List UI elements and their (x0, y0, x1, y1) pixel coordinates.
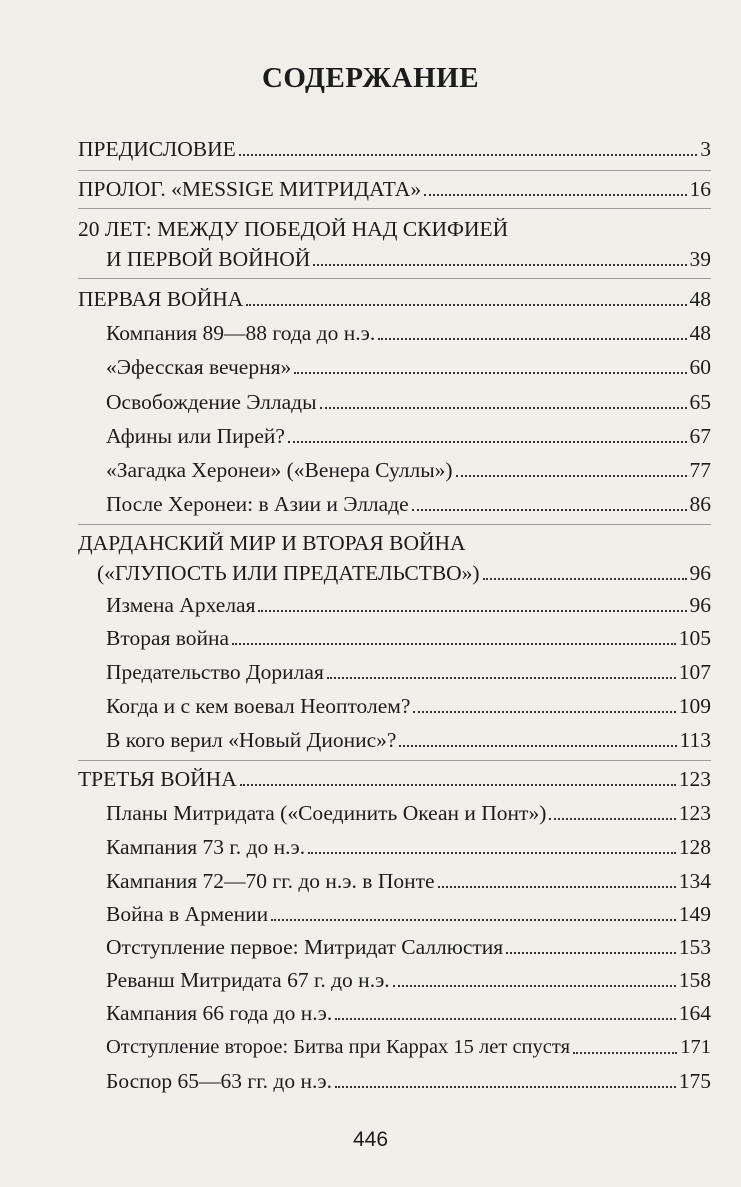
toc-entry-title: Когда и с кем воевал Неоптолем? (106, 694, 411, 718)
toc-page-number: 109 (678, 694, 711, 718)
toc-entry-after-chaeronea[interactable] (106, 491, 711, 517)
section-divider (78, 524, 711, 525)
dot-leader (320, 406, 687, 409)
toc-entry-title-line1: 20 ЛЕТ: МЕЖДУ ПОБЕДОЙ НАД СКИФИЕЙ (78, 217, 509, 241)
dot-leader (335, 1085, 676, 1088)
toc-page-number: 86 (689, 492, 711, 516)
toc-entry-neoptolemus[interactable] (106, 693, 711, 719)
toc-page-number: 153 (678, 935, 711, 959)
dot-leader (258, 609, 686, 612)
dot-leader (288, 440, 687, 443)
dot-leader (294, 371, 686, 374)
dot-leader (313, 263, 686, 266)
toc-entry-title: Отступление первое: Митридат Саллюстия (106, 935, 504, 959)
toc-entry-title: ПРЕДИСЛОВИЕ (78, 137, 236, 161)
toc-page-number: 65 (689, 390, 711, 414)
toc-entry-title: ТРЕТЬЯ ВОЙНА (78, 767, 237, 791)
toc-entry-digression-one[interactable] (106, 934, 711, 960)
toc-entry-preface[interactable] (78, 136, 711, 162)
toc-entry-bosporus[interactable] (106, 1068, 711, 1094)
toc-entry-armenia-war[interactable] (106, 901, 711, 927)
page-title: СОДЕРЖАНИЕ (261, 62, 480, 94)
toc-entry-campaign-66[interactable] (106, 1000, 711, 1026)
toc-entry-title: И ПЕРВОЙ ВОЙНОЙ (106, 247, 311, 271)
section-divider (78, 760, 711, 761)
dot-leader (424, 193, 686, 196)
toc-entry-title: Кампания 72—70 гг. до н.э. в Понте (106, 869, 435, 893)
toc-page-number: 171 (680, 1036, 711, 1058)
dot-leader (240, 783, 676, 786)
toc-entry-title: Измена Архелая (106, 593, 256, 617)
dot-leader (246, 303, 686, 306)
toc-page-number: 39 (689, 247, 711, 271)
page-number: 446 (352, 1128, 389, 1151)
toc-page-number: 149 (678, 902, 711, 926)
toc-entry-title: Кампания 66 года до н.э. (106, 1001, 333, 1025)
toc-page-number: 60 (689, 355, 711, 379)
section-divider (78, 208, 711, 209)
toc-entry-title: Кампания 73 г. до н.э. (106, 835, 306, 859)
dot-leader (393, 984, 676, 987)
toc-page-number: 16 (689, 177, 711, 201)
dot-leader (335, 1017, 676, 1020)
toc-entry-title: («ГЛУПОСТЬ ИЛИ ПРЕДАТЕЛЬСТВО») (97, 561, 480, 585)
toc-page-number: 48 (689, 287, 711, 311)
toc-page-number: 175 (678, 1069, 711, 1093)
toc-entry-new-dionysus[interactable] (106, 727, 711, 753)
toc-entry-liberation-hellas[interactable] (106, 389, 711, 415)
toc-page-number: 113 (679, 728, 711, 752)
dot-leader (327, 676, 676, 679)
toc-page-number: 128 (678, 835, 711, 859)
dot-leader (399, 744, 676, 747)
section-divider (78, 170, 711, 171)
toc-entry-campaign-89-88[interactable] (106, 320, 711, 346)
toc-entry-chaeronea-riddle[interactable] (106, 457, 711, 483)
toc-entry-title: Планы Митридата («Соединить Океан и Понт») (106, 801, 547, 825)
toc-entry-digression-two[interactable] (106, 1034, 711, 1060)
dot-leader (573, 1051, 677, 1054)
toc-page-number: 123 (678, 801, 711, 825)
dot-leader (232, 642, 676, 645)
toc-entry-third-war[interactable] (78, 766, 711, 792)
toc-entry-title: Боспор 65—63 гг. до н.э. (106, 1069, 332, 1093)
toc-entry-prologue[interactable] (78, 176, 711, 202)
toc-entry-second-war[interactable] (106, 625, 711, 651)
toc-entry-archelaus-betrayal[interactable] (106, 592, 711, 618)
dot-leader (456, 474, 687, 477)
toc-entry-title: Отступление второе: Битва при Каррах 15 лет спустя (106, 1036, 570, 1058)
toc-entry-title: «Загадка Херонеи» («Венера Суллы») (106, 458, 453, 482)
toc-page-number: 96 (689, 561, 711, 585)
toc-entry-title: В кого верил «Новый Дионис»? (106, 728, 397, 752)
toc-entry-20-years[interactable] (78, 216, 711, 271)
dot-leader (413, 710, 675, 713)
dot-leader (438, 885, 676, 888)
toc-entry-title: ПРОЛОГ. «MESSIGE МИТРИДАТА» (78, 177, 422, 201)
toc-page-number: 48 (689, 321, 711, 345)
toc-entry-title: ПЕРВАЯ ВОЙНА (78, 287, 244, 311)
toc-entry-title: Война в Армении (106, 902, 269, 926)
toc-entry-campaign-72-70[interactable] (106, 868, 711, 894)
toc-entry-title: Афины или Пирей? (106, 424, 285, 448)
toc-entry-dorylaus-betrayal[interactable] (106, 659, 711, 685)
toc-page-number: 96 (689, 593, 711, 617)
toc-entry-mithridates-plans[interactable] (106, 800, 711, 826)
toc-entry-athens-piraeus[interactable] (106, 423, 711, 449)
toc-entry-title: Компания 89—88 года до н.э. (106, 321, 376, 345)
toc-page-number: 164 (678, 1001, 711, 1025)
toc-page-number: 105 (678, 626, 711, 650)
toc-entry-ephesian-vespers[interactable] (106, 354, 711, 380)
dot-leader (412, 508, 687, 511)
dot-leader (506, 951, 676, 954)
toc-entry-dardanus-peace[interactable] (78, 530, 711, 585)
toc-entry-revenge-67[interactable] (106, 967, 711, 993)
toc-page-number: 123 (678, 767, 711, 791)
toc-entry-title: Реванш Митридата 67 г. до н.э. (106, 968, 390, 992)
section-divider (78, 278, 711, 279)
toc-entry-title: Вторая война (106, 626, 230, 650)
toc-entry-title: Предательство Дорилая (106, 660, 324, 684)
toc-page-number: 3 (700, 137, 711, 161)
toc-entry-title: Освобождение Эллады (106, 390, 317, 414)
dot-leader (549, 817, 675, 820)
toc-page-number: 134 (678, 869, 711, 893)
dot-leader (308, 851, 676, 854)
toc-entry-first-war[interactable] (78, 286, 711, 312)
dot-leader (378, 337, 686, 340)
toc-page-number: 77 (689, 458, 711, 482)
toc-entry-title: «Эфесская вечерня» (106, 355, 292, 379)
toc-entry-title-line1: ДАРДАНСКИЙ МИР И ВТОРАЯ ВОЙНА (78, 531, 466, 555)
toc-entry-title: После Херонеи: в Азии и Элладе (106, 492, 409, 516)
toc-page-number: 107 (678, 660, 711, 684)
toc-entry-campaign-73[interactable] (106, 834, 711, 860)
toc-page-number: 158 (678, 968, 711, 992)
toc-page-number: 67 (689, 424, 711, 448)
dot-leader (239, 153, 698, 156)
dot-leader (483, 577, 687, 580)
dot-leader (271, 918, 676, 921)
